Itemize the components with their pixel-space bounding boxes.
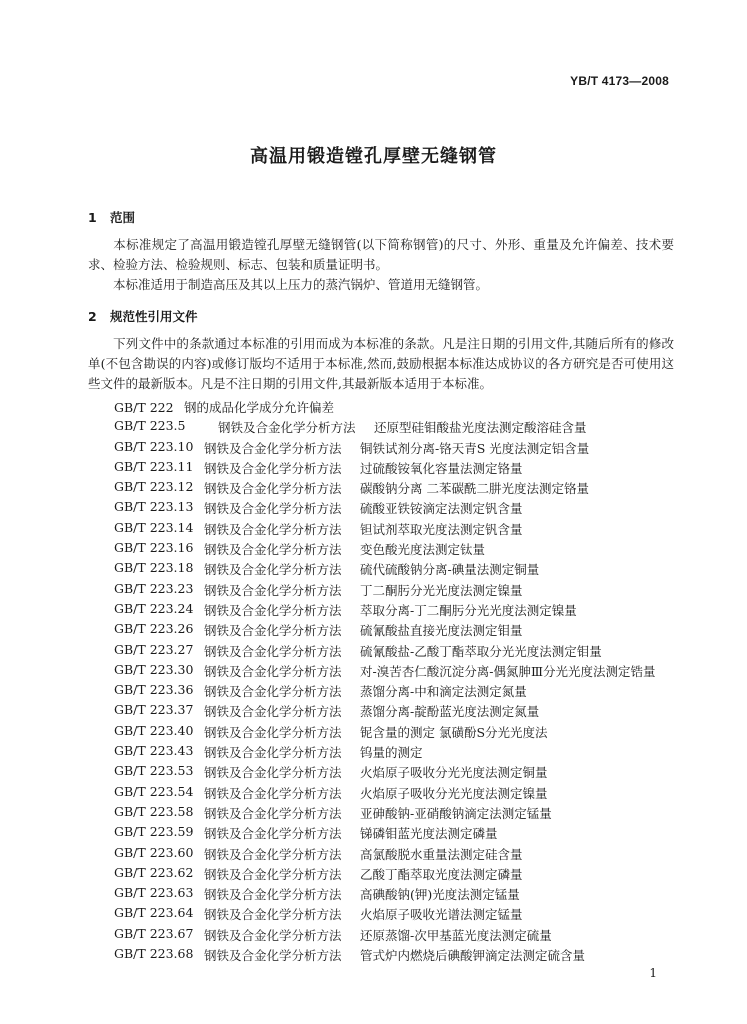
reference-method: 亚砷酸钠-亚硝酸钠滴定法测定锰量 <box>360 805 552 821</box>
reference-code: GB/T 223.63 <box>114 885 194 901</box>
reference-method: 火焰原子吸收分光光度法测定铜量 <box>360 765 548 781</box>
section-1-number: 1 <box>88 210 97 225</box>
reference-title: 钢铁及合金化学分析方法 <box>204 501 342 517</box>
reference-method: 蒸馏分离-靛酚蓝光度法测定氮量 <box>360 704 540 720</box>
reference-title: 钢铁及合金化学分析方法 <box>204 907 342 923</box>
section-2-heading <box>88 307 198 325</box>
reference-title: 钢铁及合金化学分析方法 <box>204 460 342 476</box>
reference-code: GB/T 223.37 <box>114 702 194 718</box>
reference-code: GB/T 223.14 <box>114 519 194 535</box>
reference-title: 钢铁及合金化学分析方法 <box>204 684 342 700</box>
reference-code: GB/T 223.18 <box>114 560 194 576</box>
reference-method: 铜铁试剂分离-铬天青S 光度法测定铝含量 <box>360 440 590 456</box>
reference-title: 钢铁及合金化学分析方法 <box>218 420 356 436</box>
reference-title: 钢铁及合金化学分析方法 <box>204 521 342 537</box>
reference-code: GB/T 223.54 <box>114 783 194 799</box>
reference-code: GB/T 223.58 <box>114 803 194 819</box>
section-1-paragraph-1: 本标准规定了高温用锻造镗孔厚壁无缝钢管(以下简称钢管)的尺寸、外形、重量及允许偏差、技术要求、检验方法、检验规则、标志、包装和质量证明书。 <box>88 237 674 272</box>
reference-title: 钢铁及合金化学分析方法 <box>204 826 342 842</box>
reference-title: 钢铁及合金化学分析方法 <box>204 887 342 903</box>
reference-code: GB/T 223.16 <box>114 540 194 556</box>
reference-title: 钢铁及合金化学分析方法 <box>204 440 342 456</box>
reference-method: 硫氰酸盐直接光度法测定钼量 <box>360 623 523 639</box>
standard-code: YB/T 4173—2008 <box>570 74 669 88</box>
reference-title: 钢铁及合金化学分析方法 <box>204 643 342 659</box>
reference-method: 还原蒸馏-次甲基蓝光度法测定硫量 <box>360 927 552 943</box>
reference-code: GB/T 223.5 <box>114 418 186 434</box>
reference-method: 碳酸钠分离 二苯碳酰二肼光度法测定铬量 <box>360 481 589 497</box>
reference-title: 钢的成品化学成分允许偏差 <box>184 400 335 415</box>
section-1-title: 范围 <box>110 210 136 225</box>
reference-title: 钢铁及合金化学分析方法 <box>204 866 342 882</box>
page-number: 1 <box>649 966 657 980</box>
reference-title: 钢铁及合金化学分析方法 <box>204 745 342 761</box>
reference-code: GB/T 223.30 <box>114 661 194 677</box>
reference-method: 硫代硫酸钠分离-碘量法测定铜量 <box>360 562 540 578</box>
reference-code: GB/T 223.68 <box>114 946 194 962</box>
reference-method: 火焰原子吸收光谱法测定锰量 <box>360 907 523 923</box>
reference-title: 钢铁及合金化学分析方法 <box>204 704 342 720</box>
reference-title: 钢铁及合金化学分析方法 <box>204 542 342 558</box>
reference-code: GB/T 223.10 <box>114 438 194 454</box>
section-2-number: 2 <box>88 309 97 324</box>
reference-method: 钽试剂萃取光度法测定钒含量 <box>360 521 523 537</box>
reference-title: 钢铁及合金化学分析方法 <box>204 927 342 943</box>
reference-method: 还原型硅钼酸盐光度法测定酸溶硅含量 <box>374 420 587 436</box>
reference-method: 管式炉内燃烧后碘酸钾滴定法测定硫含量 <box>360 948 586 964</box>
reference-method: 过硫酸铵氧化容量法测定铬量 <box>360 460 523 476</box>
reference-method: 火焰原子吸收分光光度法测定镍量 <box>360 785 548 801</box>
reference-method: 对-溴苦杏仁酸沉淀分离-偶氮胂Ⅲ分光光度法测定锆量 <box>360 663 656 679</box>
section-1-heading <box>88 208 135 226</box>
reference-method: 锑磷钼蓝光度法测定磷量 <box>360 826 498 842</box>
reference-method: 变色酸光度法测定钛量 <box>360 542 486 558</box>
reference-title: 钢铁及合金化学分析方法 <box>204 785 342 801</box>
reference-method: 蒸馏分离-中和滴定法测定氮量 <box>360 684 527 700</box>
reference-code: GB/T 223.43 <box>114 743 194 759</box>
reference-title: 钢铁及合金化学分析方法 <box>204 846 342 862</box>
reference-code: GB/T 223.60 <box>114 844 194 860</box>
reference-code: GB/T 223.40 <box>114 722 194 738</box>
reference-method: 高碘酸钠(钾)光度法测定锰量 <box>360 887 520 903</box>
reference-method: 铌含量的测定 氯磺酚S分光光度法 <box>360 724 548 740</box>
reference-method: 乙酸丁酯萃取光度法测定磷量 <box>360 866 523 882</box>
document-title: 高温用锻造镗孔厚壁无缝钢管 <box>250 146 497 167</box>
reference-method: 钨量的测定 <box>360 745 423 761</box>
reference-code: GB/T 223.36 <box>114 682 194 698</box>
section-2-intro: 下列文件中的条款通过本标准的引用而成为本标准的条款。凡是注日期的引用文件,其随后所有的修改单(不包含勘误的内容)或修订版均不适用于本标准,然而,鼓励根据本标准达成协议的各方研究是否可使用这些文件的最新版本。凡是不注日期的引用文件,其最新版本适用于本标准。 <box>88 336 674 391</box>
reference-code: GB/T 222 <box>114 400 174 415</box>
reference-code: GB/T 223.24 <box>114 600 194 616</box>
reference-title: 钢铁及合金化学分析方法 <box>204 582 342 598</box>
reference-code: GB/T 223.53 <box>114 763 194 779</box>
reference-method: 硫酸亚铁铵滴定法测定钒含量 <box>360 501 523 517</box>
reference-code: GB/T 223.23 <box>114 580 194 596</box>
reference-code: GB/T 223.26 <box>114 621 194 637</box>
reference-code: GB/T 223.27 <box>114 641 194 657</box>
reference-method: 丁二酮肟分光光度法测定镍量 <box>360 582 523 598</box>
reference-code: GB/T 223.67 <box>114 925 194 941</box>
reference-code: GB/T 223.64 <box>114 905 194 921</box>
reference-code: GB/T 223.12 <box>114 479 194 495</box>
reference-title: 钢铁及合金化学分析方法 <box>204 765 342 781</box>
reference-title: 钢铁及合金化学分析方法 <box>204 623 342 639</box>
reference-title: 钢铁及合金化学分析方法 <box>204 602 342 618</box>
reference-title: 钢铁及合金化学分析方法 <box>204 948 342 964</box>
reference-title: 钢铁及合金化学分析方法 <box>204 663 342 679</box>
reference-title: 钢铁及合金化学分析方法 <box>204 562 342 578</box>
reference-title: 钢铁及合金化学分析方法 <box>204 805 342 821</box>
section-2-title: 规范性引用文件 <box>110 309 198 324</box>
reference-method: 高氯酸脱水重量法测定硅含量 <box>360 846 523 862</box>
reference-title: 钢铁及合金化学分析方法 <box>204 724 342 740</box>
reference-code: GB/T 223.59 <box>114 824 194 840</box>
reference-code: GB/T 223.62 <box>114 864 194 880</box>
reference-method: 萃取分离-丁二酮肟分光光度法测定镍量 <box>360 602 577 618</box>
reference-method: 硫氰酸盐-乙酸丁酯萃取分光光度法测定钼量 <box>360 643 602 659</box>
reference-code: GB/T 223.11 <box>114 458 194 474</box>
section-1-paragraph-2: 本标准适用于制造高压及其以上压力的蒸汽锅炉、管道用无缝钢管。 <box>113 277 489 292</box>
reference-code: GB/T 223.13 <box>114 499 194 515</box>
reference-title: 钢铁及合金化学分析方法 <box>204 481 342 497</box>
